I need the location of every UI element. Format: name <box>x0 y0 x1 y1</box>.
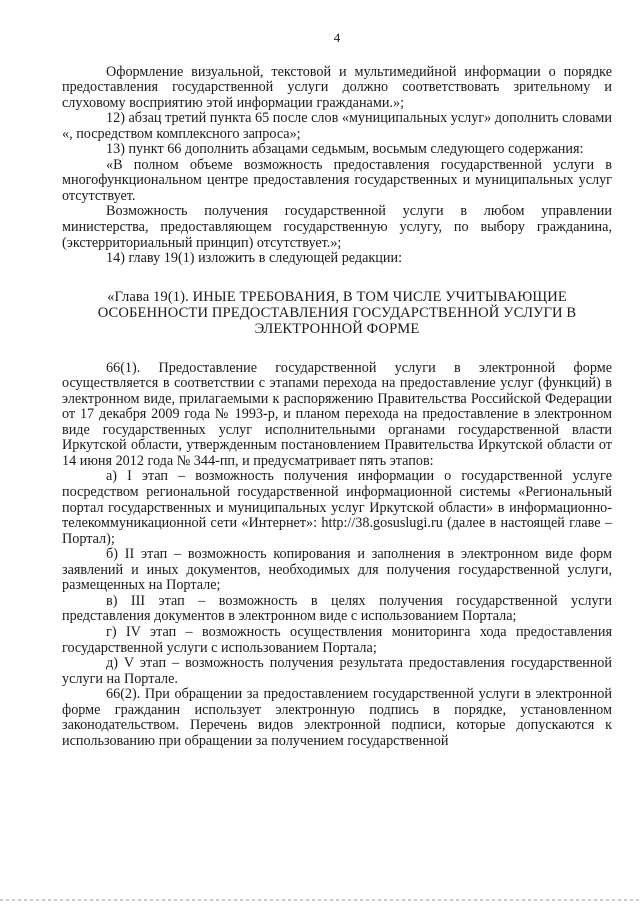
paragraph-bottom-6: 66(2). При обращении за предоставлением государственной услуги в электронной форме гражданин использует электронную подпись в порядке, установленном законодательством. Перечень видов электронной подписи, которые допускаются к использованию при обращении за получением государственной <box>62 686 612 749</box>
page-number: 4 <box>333 30 341 45</box>
paragraph-top-4: Возможность получения государственной услуги в любом управлении министерства, предоставляющем государственную услугу, по выбору гражданина, (экстерриториальный принцип) отсутствует.»; <box>62 203 612 251</box>
paragraph-top-3: «В полном объеме возможность предоставления государственной услуги в многофункциональном центре предоставления государственных и муниципальных услуг отсутствует. <box>62 156 612 204</box>
paragraph-bottom-0: 66(1). Предоставление государственной услуги в электронной форме осуществляется в соответствии с этапами перехода на предоставление услуг (функций) в электронном виде, прилагаемыми к распоряжению Правительства Российской Федерации от 17 декабря 2009 года № 1993-р, и планом перехода на предоставление в электронном виде государственных услуг исполнительными органами государственной власти Иркутской области, утвержденным постановлением Правительства Иркутской области от 14 июня 2012 года № 344-пп, и предусматривает пять этапов: <box>62 359 612 469</box>
paragraph-top-5: 14) главу 19(1) изложить в следующей редакции: <box>106 250 403 267</box>
chapter-heading-line-2: ОСОБЕННОСТИ ПРЕДОСТАВЛЕНИЯ ГОСУДАРСТВЕННОЙ УСЛУГИ В <box>97 304 577 321</box>
paragraph-bottom-2: б) II этап – возможность копирования и заполнения в электронном виде форм заявлений и иных документов, необходимых для получения государственной услуги, размещенных на Портале; <box>62 546 612 594</box>
paragraph-top-2: 13) пункт 66 дополнить абзацами седьмым, восьмым следующего содержания: <box>106 141 584 158</box>
paragraph-top-0: Оформление визуальной, текстовой и мультимедийной информации о порядке предоставления государственной услуги должно соответствовать зрительному и слуховому восприятию этой информации гражданами.»; <box>62 63 612 111</box>
paragraph-top-1: 12) абзац третий пункта 65 после слов «муниципальных услуг» дополнить словами «, посредством комплексного запроса»; <box>62 110 612 142</box>
paragraph-bottom-1: а) I этап – возможность получения информации о государственной услуге посредством региональной государственной информационной системы «Региональный портал государственных и муниципальных услуг Иркутской области» в информационно-телекоммуникационной сети «Интернет»: http://38.gosuslugi.ru (далее в настоящей главе – Портал); <box>62 468 612 547</box>
scan-edge-line <box>0 899 640 901</box>
chapter-heading <box>66 289 608 337</box>
paragraph-bottom-5: д) V этап – возможность получения результата предоставления государственной услуги на Портале. <box>62 655 612 687</box>
chapter-heading-line-3: ЭЛЕКТРОННОЙ ФОРМЕ <box>254 320 420 337</box>
paragraph-bottom-3: в) III этап – возможность в целях получения государственной услуги представления документов в электронном виде с использованием Портала; <box>62 592 612 625</box>
chapter-heading-line-1: «Глава 19(1). ИНЫЕ ТРЕБОВАНИЯ, В ТОМ ЧИСЛЕ УЧИТЫВАЮЩИЕ <box>107 288 567 305</box>
paragraph-bottom-4: г) IV этап – возможность осуществления мониторинга хода предоставления государственной услуги с использованием Портала; <box>62 623 612 656</box>
